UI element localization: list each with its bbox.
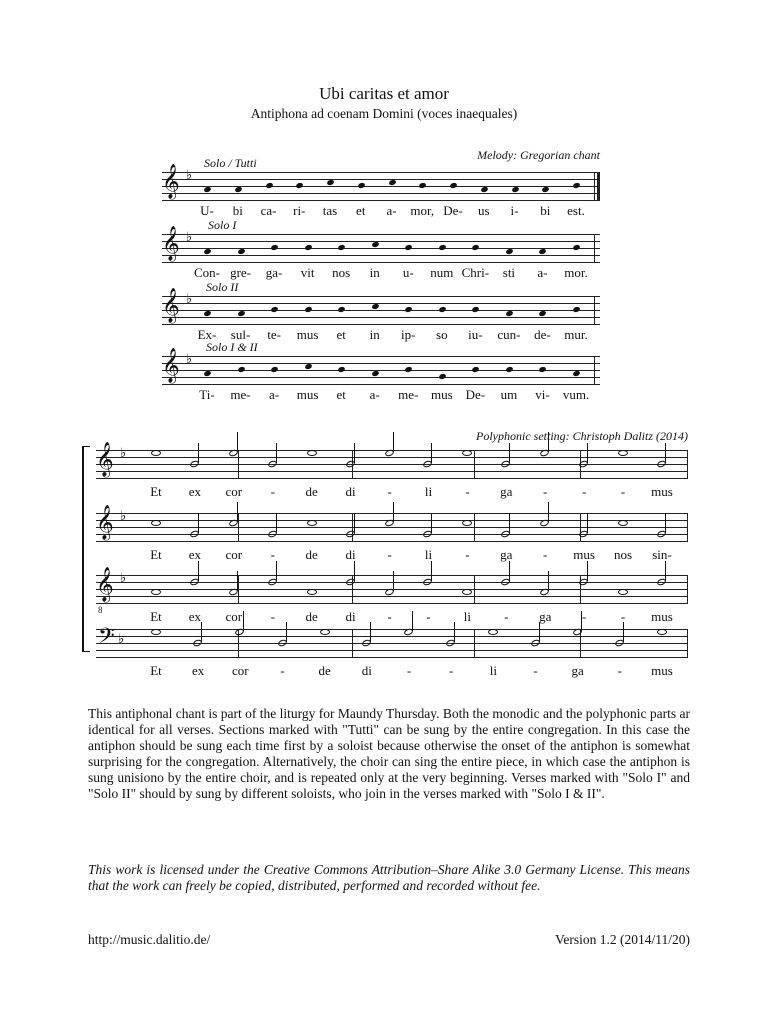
lyric-hyphen: - — [465, 484, 470, 499]
lyric-hyphen: - — [387, 547, 392, 562]
lyric-syllable: est. — [567, 203, 585, 218]
note-head — [296, 182, 304, 189]
note-stem — [276, 561, 277, 581]
lyric-hyphen: - — [270, 547, 275, 562]
treble-clef-icon: 𝄞 — [162, 226, 180, 261]
flat-icon: ♭ — [120, 571, 127, 586]
lyric-syllable: ex — [188, 547, 202, 562]
note-stem — [548, 432, 549, 452]
note-stem — [201, 622, 202, 642]
lyric-syllable: di — [345, 484, 356, 499]
note-head — [419, 182, 427, 189]
note-head — [618, 450, 628, 456]
barline — [594, 234, 595, 262]
bass-clef-icon: 𝄢 — [98, 624, 115, 654]
staff-line — [96, 636, 688, 637]
lyric-syllable: de — [305, 484, 318, 499]
staff-line — [162, 370, 600, 371]
lyric-syllable: nos — [614, 547, 633, 562]
lyric-syllable: iu- — [468, 327, 483, 342]
lyric-syllable: De- — [443, 203, 463, 218]
note-head — [539, 366, 547, 373]
lyric-syllable: Ti- — [199, 387, 215, 402]
note-stem — [587, 561, 588, 581]
note-stem — [587, 443, 588, 463]
lyric-hyphen: - — [581, 484, 587, 499]
lyric-syllable: a- — [369, 387, 380, 402]
note-stem — [198, 443, 199, 463]
note-head — [462, 520, 472, 526]
note-head — [304, 306, 312, 313]
lyric-syllable: di — [345, 547, 356, 562]
flat-icon: ♭ — [186, 230, 193, 245]
note-head — [657, 629, 667, 635]
staff-line — [162, 377, 600, 378]
poly-credit: Polyphonic setting: Christoph Dalitz (2014) — [476, 429, 688, 443]
lyric-syllable: ip- — [401, 327, 416, 342]
lyric-syllable: de — [318, 663, 331, 678]
lyric-syllable: ga- — [265, 265, 283, 280]
staff-line — [96, 643, 688, 644]
note-head — [270, 244, 278, 251]
flat-icon: ♭ — [120, 509, 127, 524]
lyric-syllable: li — [489, 663, 497, 678]
barline — [474, 629, 475, 657]
staff-line — [162, 296, 600, 297]
lyric-syllable: mus — [296, 387, 319, 402]
lyric-hyphen: - — [617, 663, 622, 678]
note-stem — [431, 561, 432, 581]
barline — [687, 513, 688, 541]
flat-icon: ♭ — [118, 632, 125, 647]
lyric-syllable: sin- — [652, 547, 672, 562]
lyric-syllable: sul- — [230, 327, 251, 342]
note-stem — [393, 432, 394, 452]
note-head — [357, 182, 365, 189]
note-stem — [509, 561, 510, 581]
note-stem — [623, 622, 624, 642]
melody-credit: Melody: Gregorian chant — [477, 148, 600, 162]
lyric-hyphen: - — [543, 547, 548, 562]
note-head — [151, 520, 161, 526]
note-stem — [587, 513, 588, 533]
lyric-syllable: ca- — [260, 203, 277, 218]
lyric-hyphen: - — [270, 484, 275, 499]
lyric-syllable: ga — [539, 609, 552, 624]
staff — [96, 505, 688, 541]
note-stem — [354, 561, 355, 581]
barline — [594, 296, 595, 324]
note-stem — [237, 502, 238, 522]
staff-line — [96, 471, 688, 472]
lyric-syllable: bi — [232, 203, 243, 218]
note-head — [488, 629, 498, 635]
barline — [238, 575, 239, 603]
note-stem — [548, 502, 549, 522]
note-stem — [198, 561, 199, 581]
lyric-syllable: a- — [537, 265, 548, 280]
note-head — [405, 366, 413, 373]
lyric-hyphen: - — [543, 484, 548, 499]
lyrics-line — [96, 547, 688, 563]
lyric-syllable: ri- — [293, 203, 306, 218]
note-head — [405, 306, 413, 313]
lyric-syllable: Ex- — [197, 327, 217, 342]
lyric-syllable: di — [361, 663, 372, 678]
lyrics-line — [96, 484, 688, 500]
footer-url[interactable]: http://music.dalitio.de/ — [88, 932, 211, 947]
lyric-syllable: gre- — [230, 265, 251, 280]
lyric-syllable: i- — [510, 203, 519, 218]
note-head — [618, 589, 628, 595]
note-head — [151, 450, 161, 456]
lyric-syllable: ga — [500, 547, 513, 562]
lyric-syllable: mor. — [564, 265, 588, 280]
note-stem — [431, 513, 432, 533]
lyric-hyphen: - — [504, 609, 509, 624]
staff-line — [96, 657, 688, 658]
staff — [162, 226, 600, 262]
note-head — [472, 306, 480, 313]
lyric-syllable: cor — [225, 484, 243, 499]
barline — [474, 513, 475, 541]
lyric-syllable: cun- — [497, 327, 521, 342]
lyric-syllable: mus — [651, 484, 673, 499]
treble-clef-icon: 𝄞 — [96, 505, 114, 540]
license-text: This work is licensed under the Creative Commons Attribution–Share Alike 3.0 Germany License. This means that the work can freely be copied, distributed, performed and recorded without fee. — [88, 862, 690, 893]
staff-line — [162, 363, 600, 364]
system-bracket — [82, 446, 90, 652]
lyric-hyphen: - — [465, 547, 470, 562]
barline — [687, 575, 688, 603]
lyric-hyphen: - — [426, 609, 431, 624]
note-head — [151, 589, 161, 595]
staff-line — [162, 241, 600, 242]
page-subtitle: Antiphona ad coenam Domini (voces inaequales) — [250, 106, 518, 121]
staff — [96, 567, 688, 603]
lyric-syllable: li — [463, 609, 471, 624]
note-stem — [237, 571, 238, 591]
staff-line — [162, 356, 600, 357]
lyric-syllable: bi — [540, 203, 551, 218]
lyric-syllable: U- — [200, 203, 214, 218]
lyric-syllable: me- — [398, 387, 419, 402]
octave-mark: 8 — [98, 605, 103, 615]
staff-line — [96, 629, 688, 630]
lyric-hyphen: - — [620, 609, 626, 624]
note-head — [572, 244, 580, 251]
note-head — [505, 366, 513, 373]
lyric-syllable: mus — [430, 387, 453, 402]
note-head — [151, 629, 161, 635]
note-stem — [431, 443, 432, 463]
staff-line — [96, 457, 688, 458]
treble-clef-icon: 𝄞 — [96, 442, 114, 477]
lyric-hyphen: - — [533, 663, 538, 678]
lyric-syllable: mus — [651, 663, 673, 678]
staff-line — [162, 384, 600, 385]
lyric-syllable: me- — [230, 387, 251, 402]
lyric-syllable: Con- — [194, 265, 220, 280]
note-stem — [243, 611, 244, 631]
lyric-syllable: Et — [150, 484, 162, 499]
note-head — [307, 520, 317, 526]
solo-label: Solo / Tutti — [204, 156, 257, 170]
lyrics-line — [162, 203, 600, 219]
note-head — [462, 450, 472, 456]
note-stem — [354, 443, 355, 463]
note-stem — [581, 611, 582, 631]
note-head — [572, 182, 580, 189]
note-head — [438, 244, 446, 251]
lyric-syllable: cor — [225, 547, 243, 562]
lyric-syllable: et — [336, 327, 346, 342]
lyric-syllable: mor, — [410, 203, 435, 218]
staff-line — [96, 464, 688, 465]
staff-line — [96, 478, 688, 479]
note-head — [320, 629, 330, 635]
lyric-syllable: mus — [296, 327, 319, 342]
note-head — [405, 244, 413, 251]
barline — [352, 629, 353, 657]
note-stem — [412, 611, 413, 631]
note-head — [472, 244, 480, 251]
lyric-syllable: Chri- — [461, 265, 490, 280]
lyric-syllable: sti — [502, 265, 516, 280]
flat-icon: ♭ — [120, 446, 127, 461]
lyric-hyphen: - — [406, 663, 412, 678]
lyric-hyphen: - — [270, 609, 275, 624]
barline — [594, 356, 595, 384]
lyric-hyphen: - — [280, 663, 285, 678]
lyric-syllable: di — [345, 609, 356, 624]
barline — [474, 575, 475, 603]
staff-line — [162, 234, 600, 235]
note-head — [265, 182, 273, 189]
lyric-syllable: so — [436, 327, 448, 342]
staff-line — [96, 596, 688, 597]
lyric-syllable: de — [305, 609, 318, 624]
staff-line — [162, 317, 600, 318]
lyric-syllable: a- — [269, 387, 280, 402]
note-stem — [454, 622, 455, 642]
staff-line — [162, 186, 600, 187]
note-stem — [393, 502, 394, 522]
lyric-syllable: ga — [571, 663, 584, 678]
lyric-syllable: um — [500, 387, 518, 402]
staff — [162, 164, 600, 200]
lyrics-line — [96, 609, 688, 625]
note-stem — [237, 432, 238, 452]
staff-line — [162, 179, 600, 180]
barline — [594, 172, 595, 200]
lyric-syllable: ex — [188, 484, 202, 499]
staff-line — [162, 200, 600, 201]
final-barline — [597, 172, 600, 200]
lyric-syllable: de — [305, 547, 318, 562]
lyric-hyphen: - — [448, 663, 454, 678]
staff-line — [96, 650, 688, 651]
lyric-syllable: vum. — [562, 387, 590, 402]
note-head — [572, 306, 580, 313]
barline — [687, 450, 688, 478]
description-paragraph: This antiphonal chant is part of the liturgy for Maundy Thursday. Both the monodic and the polyphonic parts ar identical for all verses. Sections marked with "Tutti" can be sung by the entire congregation. In this case the antiphon should be sung each time first by a soloist because otherwise the onset of the antiphon is somewhat surprising for the congregation. Alternatively, the choir can sing the entire piece, in which case the antiphon is sung unisiono by the entire choir, and is repeated only at the very beginning. Verses marked with "Solo I" and "Solo II" should by sung by different soloists, who join in the verses marked with "Solo I & II". — [88, 706, 690, 801]
note-head — [304, 244, 312, 251]
note-head — [307, 589, 317, 595]
lyric-hyphen: - — [581, 609, 587, 624]
lyric-syllable: de- — [534, 327, 551, 342]
staff — [96, 442, 688, 478]
note-stem — [276, 513, 277, 533]
lyric-syllable: ex — [192, 663, 205, 678]
solo-label: Solo I — [208, 218, 237, 232]
lyric-syllable: nos — [332, 265, 351, 280]
note-head — [438, 306, 446, 313]
lyric-syllable: u- — [402, 265, 414, 280]
note-stem — [286, 622, 287, 642]
lyric-hyphen: - — [387, 484, 392, 499]
treble-clef-icon: 𝄞 — [162, 348, 180, 383]
staff-line — [96, 527, 688, 528]
footer-version: Version 1.2 (2014/11/20) — [555, 932, 690, 947]
lyric-syllable: ex — [188, 609, 202, 624]
staff-line — [162, 303, 600, 304]
note-head — [338, 366, 346, 373]
lyric-syllable: cor — [232, 663, 249, 678]
note-stem — [370, 622, 371, 642]
treble-clef-icon: 𝄞 — [162, 288, 180, 323]
lyric-syllable: li — [424, 547, 433, 562]
staff-line — [96, 534, 688, 535]
lyric-syllable: us — [477, 203, 490, 218]
note-stem — [276, 443, 277, 463]
staff-line — [96, 541, 688, 542]
barline — [687, 629, 688, 657]
lyric-hyphen: - — [620, 484, 626, 499]
staff-line — [96, 603, 688, 604]
lyric-syllable: ga — [500, 484, 513, 499]
note-stem — [509, 513, 510, 533]
note-stem — [665, 443, 666, 463]
note-head — [449, 182, 457, 189]
note-head — [270, 366, 278, 373]
lyric-syllable: num — [430, 265, 454, 280]
note-stem — [665, 561, 666, 581]
lyric-syllable: mur. — [564, 327, 588, 342]
flat-icon: ♭ — [186, 352, 193, 367]
note-head — [270, 306, 278, 313]
lyric-syllable: vit — [300, 265, 315, 280]
lyric-hyphen: - — [387, 609, 392, 624]
note-head — [307, 450, 317, 456]
lyric-syllable: li — [424, 484, 433, 499]
barline — [474, 450, 475, 478]
staff — [162, 348, 600, 384]
staff-line — [162, 255, 600, 256]
lyric-syllable: cor — [225, 609, 243, 624]
solo-label: Solo II — [206, 280, 239, 294]
note-stem — [393, 571, 394, 591]
lyric-syllable: et — [336, 387, 346, 402]
staff-line — [162, 172, 600, 173]
note-head — [237, 366, 245, 373]
note-stem — [198, 513, 199, 533]
staff-line — [162, 262, 600, 263]
staff-line — [162, 193, 600, 194]
note-stem — [354, 513, 355, 533]
barline — [238, 513, 239, 541]
treble-clef-icon: 𝄞 — [162, 164, 180, 199]
lyric-syllable: tas — [322, 203, 338, 218]
lyric-syllable: a- — [386, 203, 397, 218]
note-stem — [665, 513, 666, 533]
lyric-syllable: Et — [150, 663, 162, 678]
staff-line — [162, 310, 600, 311]
lyric-syllable: mus — [573, 547, 595, 562]
note-head — [462, 589, 472, 595]
staff — [162, 288, 600, 324]
lyrics-line — [162, 387, 600, 403]
lyric-syllable: in — [369, 327, 380, 342]
lyric-syllable: Et — [150, 609, 162, 624]
page-title: Ubi caritas et amor — [319, 84, 449, 103]
note-stem — [509, 443, 510, 463]
note-stem — [539, 622, 540, 642]
note-stem — [548, 571, 549, 591]
flat-icon: ♭ — [186, 292, 193, 307]
staff-line — [162, 324, 600, 325]
note-head — [618, 520, 628, 526]
lyric-syllable: Et — [150, 547, 162, 562]
note-head — [472, 366, 480, 373]
treble-clef-icon: 𝄞 — [96, 567, 114, 602]
lyric-syllable: vi- — [535, 387, 550, 402]
solo-label: Solo I & II — [206, 340, 258, 354]
note-head — [338, 244, 346, 251]
lyric-syllable: in — [369, 265, 380, 280]
note-head — [338, 306, 346, 313]
staff — [96, 624, 688, 657]
barline — [238, 450, 239, 478]
lyrics-line — [162, 265, 600, 281]
note-head — [438, 373, 446, 380]
lyric-syllable: mus — [651, 609, 673, 624]
lyrics-line — [96, 663, 688, 679]
lyric-syllable: De- — [465, 387, 486, 402]
flat-icon: ♭ — [186, 168, 193, 183]
lyric-syllable: te- — [267, 327, 281, 342]
staff-line — [162, 248, 600, 249]
lyric-syllable: et — [356, 203, 366, 218]
